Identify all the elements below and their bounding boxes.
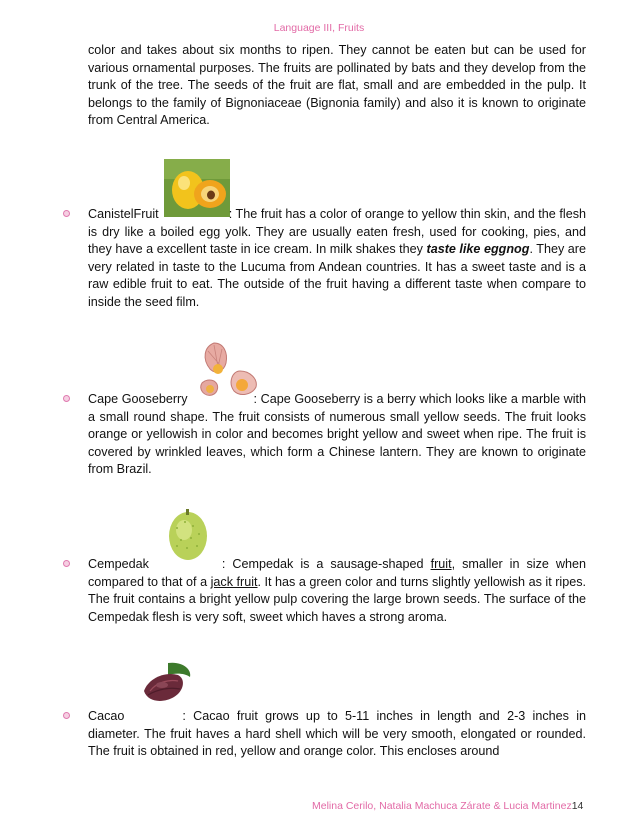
cempedak-paragraph: Cempedak : Cempedak is a sausage-shaped fruit, smaller in size when compared to that of a jack fruit. It has a green color and turns slightly yellowish as it ripes. The fruit contains a bright yellow pulp covering the large brown seeds. The surface of the Cempedak flesh is very soft, sweet which haves a strong aroma. [88, 557, 587, 624]
cacao-paragraph: Cacao : Cacao fruit grows up to 5-11 inches in length and 2-3 inches in diameter. The fruit haves a hard shell which will be very smooth, elongated or rounded. The fruit is obtained in red, yellow and orange color. This encloses around [88, 709, 586, 759]
page-header: Language III, Fruits [273, 22, 365, 34]
cape-gooseberry-image [196, 339, 262, 399]
fruit-link[interactable]: fruit [430, 557, 452, 571]
gooseberry-name: Cape Gooseberry [88, 392, 188, 406]
cempedak-image [165, 508, 211, 562]
footer-authors: Melina Cerilo, Natalia Machuca Zárate & Lucia Martinez [312, 800, 572, 812]
bullet-icon [63, 712, 70, 719]
intro-paragraph: color and takes about six months to ripen. They cannot be eaten but can be used for various ornamental purposes. The fruits are pollinated by bats and they develop from the trunk of the tree. The seeds of the fruit are flat, small and are embedded in the pulp. It belongs to the family of Bignoniaceae (Bignonia family) and also it is known to originate from Central America. [88, 43, 586, 128]
bullet-icon [63, 560, 70, 567]
cacao-image [138, 661, 194, 705]
cempedak-name: Cempedak [88, 557, 149, 571]
jack-fruit-link[interactable]: jack fruit [210, 574, 258, 589]
page-number: 14 [571, 800, 584, 812]
page-footer [312, 800, 583, 812]
canistel-paragraph: CanistelFruit : The fruit has a color of orange to yellow thin skin, and the flesh is dry like a boiled egg yolk. They are usually eaten fresh, used for cooking, pies, and they have a excellent taste in ice cream. In milk shakes they taste like eggnog. They are very related in taste to the Lucuma from Andean countries. It has a sweet taste and is a raw edible fruit to eat. The outside of the fruit having a different taste when compare to inside the seed film. [88, 207, 586, 309]
canistel-emphasis: taste like eggnog [426, 242, 530, 257]
gooseberry-paragraph: Cape Gooseberry : Cape Gooseberry is a berry which looks like a marble with a small round shape. The fruit consists of numerous small yellow seeds. The fruit looks orange or yellowish in color and becomes bright yellow and sweet when ripe. The fruit is covered by wrinkled leaves, which form a Chinese lantern. They are known to originate from Brazil. [88, 392, 586, 477]
canistel-name: CanistelFruit [88, 207, 159, 221]
bullet-icon [63, 395, 70, 402]
bullet-icon [63, 210, 70, 217]
cacao-name: Cacao [88, 709, 125, 723]
